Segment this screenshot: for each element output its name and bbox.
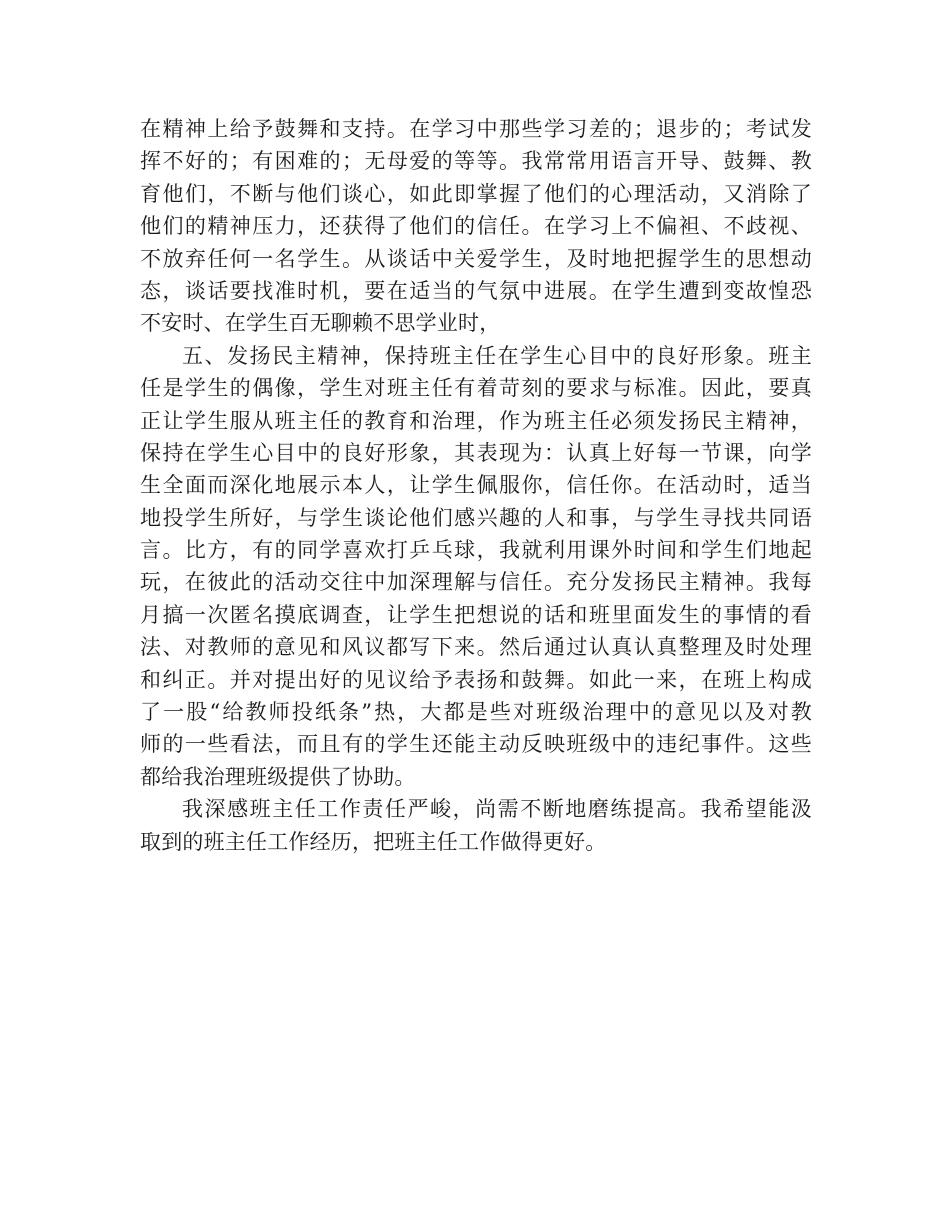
document-body <box>140 113 812 858</box>
text-line: 正让学生服从班主任的教育和治理，作为班主任必须发扬民主精神， <box>140 408 812 433</box>
text-line: 保持在学生心目中的良好形象，其表现为：认真上好每一节课，向学 <box>140 440 812 465</box>
text-line: 态，谈话要找准时机，要在适当的气氛中进展。在学生遭到变故惶恐 <box>140 278 812 303</box>
text-line: 五、发扬民主精神，保持班主任在学生心目中的良好形象。班主 <box>182 343 812 368</box>
paragraph-1 <box>140 113 812 340</box>
paragraph-2 <box>140 340 812 793</box>
text-line: 取到的班主任工作经历，把班主任工作做得更好。 <box>140 829 607 854</box>
text-line: 任是学生的偶像，学生对班主任有着苛刻的要求与标准。因此，要真 <box>140 376 812 401</box>
text-line: 育他们，不断与他们谈心，如此即掌握了他们的心理活动，又消除了 <box>140 181 812 206</box>
text-line: 都给我治理班级提供了协助。 <box>140 764 416 789</box>
text-line: 生全面而深化地展示本人，让学生佩服你，信任你。在活动时，适当 <box>140 473 812 498</box>
text-line: 地投学生所好，与学生谈论他们感兴趣的人和事，与学生寻找共同语 <box>140 505 812 530</box>
text-line: 挥不好的；有困难的；无母爱的等等。我常常用语言开导、鼓舞、教 <box>140 149 812 174</box>
text-line: 和纠正。并对提出好的见议给予表扬和鼓舞。如此一来，在班上构成 <box>140 667 812 692</box>
text-line: 了一股“给教师投纸条”热，大都是些对班级治理中的意见以及对教 <box>140 700 812 725</box>
text-line: 师的一些看法，而且有的学生还能主动反映班级中的违纪事件。这些 <box>140 732 812 757</box>
text-line: 法、对教师的意见和风议都写下来。然后通过认真认真整理及时处理 <box>140 635 812 660</box>
paragraph-3 <box>140 793 812 858</box>
text-line: 我深感班主任工作责任严峻，尚需不断地磨练提高。我希望能汲 <box>182 797 812 822</box>
text-line: 月搞一次匿名摸底调查，让学生把想说的话和班里面发生的事情的看 <box>140 602 812 627</box>
text-line: 不安时、在学生百无聊赖不思学业时， <box>140 311 501 336</box>
text-line: 他们的精神压力，还获得了他们的信任。在学习上不偏袒、不歧视、 <box>140 214 812 239</box>
text-line: 言。比方，有的同学喜欢打乒乓球，我就利用课外时间和学生们地起 <box>140 538 812 563</box>
text-line: 在精神上给予鼓舞和支持。在学习中那些学习差的；退步的；考试发 <box>140 117 812 141</box>
text-line: 玩，在彼此的活动交往中加深理解与信任。充分发扬民主精神。我每 <box>140 570 812 595</box>
text-line: 不放弃任何一名学生。从谈话中关爱学生，及时地把握学生的思想动 <box>140 246 812 271</box>
